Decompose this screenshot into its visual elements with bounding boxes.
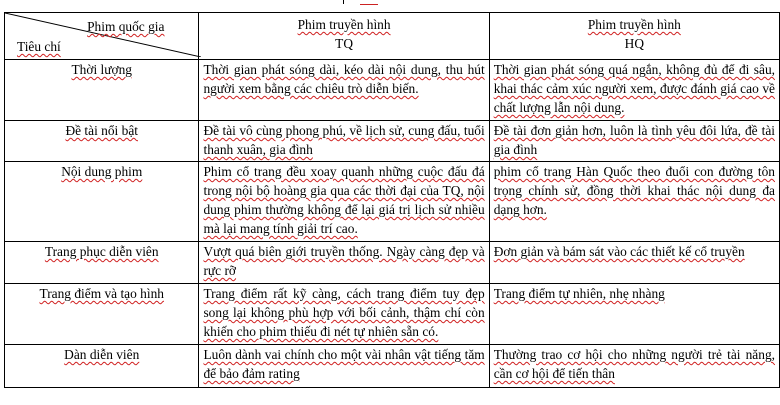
tq-cell: Trang điểm rất kỹ càng, cách trang điểm tuy đẹp song lại không phù hợp với bối cảnh, thậm chí còn khiến cho phim thiếu đi nét tự nhiên sẵn có. xyxy=(199,284,489,345)
table-row xyxy=(5,284,780,345)
table-row xyxy=(5,60,780,121)
header-hq-cell xyxy=(489,13,779,60)
criterion-cell: Nội dung phim xyxy=(5,162,199,242)
tq-cell: Thời gian phát sóng dài, kéo dài nội dung, thu hút người xem bằng các chiêu trò diễn biến. xyxy=(199,60,489,121)
header-criteria-label: Tiêu chí xyxy=(17,39,61,54)
header-tq-line1: Phim truyền hình xyxy=(297,17,391,32)
hq-cell: Trang điểm tự nhiên, nhẹ nhàng xyxy=(489,284,779,345)
table-row xyxy=(5,162,780,242)
table-row xyxy=(5,242,780,284)
hq-cell: Đề tài đơn giản hơn, luôn là tình yêu đôi lứa, đề tài gia đình xyxy=(489,121,779,162)
criterion-cell: Trang phục diễn viên xyxy=(5,242,199,284)
tq-cell: Phim cổ trang đều xoay quanh những cuộc đấu đá trong nội bộ hoàng gia qua các thời đại của TQ, nội dung phim thường không để lại giá trị lịch sử nhiều mà lại mang tính giải trí cao. xyxy=(199,162,489,242)
comparison-table xyxy=(4,12,780,388)
criterion-cell: Thời lượng xyxy=(5,60,199,121)
table-row xyxy=(5,345,780,388)
hq-cell: phim cổ trang Hàn Quốc theo đuổi con đường tôn trọng chính sử, đồng thời khai thác nội dung đa dạng hơn. xyxy=(489,162,779,242)
criterion-cell: Đề tài nổi bật xyxy=(5,121,199,162)
tq-cell: Luôn dành vai chính cho một vài nhân vật tiếng tăm để bảo đảm rating xyxy=(199,345,489,388)
header-hq-line1: Phim truyền hình xyxy=(587,17,681,32)
hq-cell: Thường trao cơ hội cho những người trẻ tài năng, cần cơ hội để tiến thân xyxy=(489,345,779,388)
table-row xyxy=(5,121,780,162)
spellcheck-mark xyxy=(360,2,378,5)
header-tq-cell xyxy=(199,13,489,60)
header-tq-line2: TQ xyxy=(335,36,353,51)
header-country-label: Phim quốc gia xyxy=(87,19,165,34)
tq-cell: Vượt quá biên giới truyền thống. Ngày càng đẹp và rực rỡ xyxy=(199,242,489,284)
hq-cell: Đơn giản và bám sát vào các thiết kế cổ truyền xyxy=(489,242,779,284)
text-cursor xyxy=(343,0,344,4)
criterion-cell: Dàn diễn viên xyxy=(5,345,199,388)
table-header-row xyxy=(5,13,780,60)
tq-cell: Đề tài vô cùng phong phú, về lịch sử, cung đấu, tuổi thanh xuân, gia đình xyxy=(199,121,489,162)
diagonal-header-cell xyxy=(5,13,199,60)
hq-cell: Thời gian phát sóng quá ngắn, không đủ để đi sâu, khai thác cảm xúc người xem, được đánh giá cao về chất lượng lẫn nội dung. xyxy=(489,60,779,121)
header-hq-line2: HQ xyxy=(624,36,645,51)
criterion-cell: Trang điểm và tạo hình xyxy=(5,284,199,345)
